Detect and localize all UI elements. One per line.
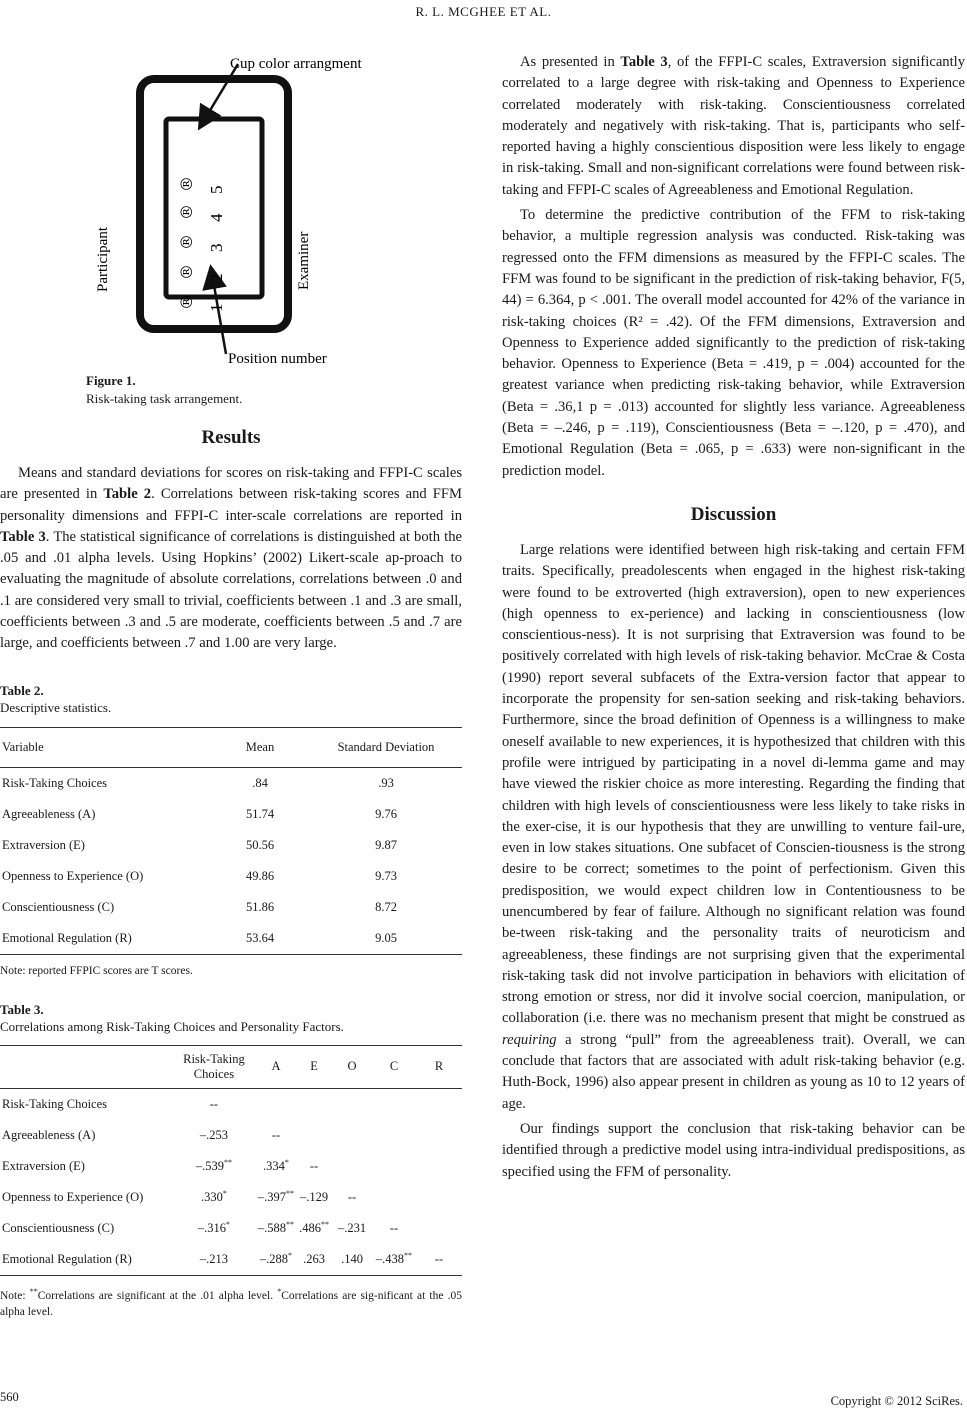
t3-cell — [296, 1120, 332, 1151]
t3-row-label: Emotional Regulation (R) — [0, 1244, 172, 1276]
t2-cell: 53.64 — [210, 923, 310, 955]
participant-label: Participant — [95, 227, 111, 292]
t3-cell: .334* — [263, 1158, 289, 1174]
t2-cell: 51.86 — [245, 899, 275, 914]
t3-cell — [416, 1120, 462, 1151]
cup-arrow — [203, 64, 238, 122]
t3-cell: –.316* — [197, 1220, 230, 1236]
t3-cell: -- — [309, 1159, 319, 1174]
t2-header-sd: Standard Deviation — [310, 727, 462, 767]
t3-cell — [372, 1182, 416, 1213]
t3-header-c: C — [372, 1045, 416, 1088]
t3-cell: –.588** — [257, 1220, 295, 1236]
t2-cell: 9.76 — [375, 806, 397, 821]
t3-cell: –.253 — [199, 1128, 228, 1143]
table-2-body — [0, 767, 462, 954]
t3-row-label: Extraversion (E) — [2, 1158, 85, 1173]
t3-cell — [332, 1088, 372, 1120]
t3-row-label: Risk-Taking Choices — [2, 1096, 108, 1111]
position-number: 4 — [207, 213, 226, 222]
t3-cell — [416, 1182, 462, 1213]
t3-cell — [416, 1088, 462, 1120]
t3-cell: –.288* — [256, 1244, 296, 1276]
cup-symbol: ® — [177, 294, 196, 310]
figure-caption — [86, 372, 462, 408]
table-2-title: Descriptive statistics. — [0, 699, 112, 715]
table-row — [0, 1244, 462, 1276]
t3-cell — [416, 1151, 462, 1182]
t3-cell: –.397** — [257, 1189, 295, 1205]
table-3-body — [0, 1088, 462, 1275]
table-3-label: Table 3. — [0, 1001, 44, 1017]
t3-cell: –.539** — [195, 1158, 232, 1174]
left-column — [0, 52, 462, 1320]
table-3-title: Correlations among Risk-Taking Choices and Personality Factors. — [0, 1018, 344, 1034]
t3-cell: -- — [347, 1190, 357, 1205]
t2-cell: 9.05 — [310, 923, 462, 955]
t2-cell: 8.72 — [375, 899, 397, 914]
t3-cell: -- — [416, 1244, 462, 1276]
t2-cell: Emotional Regulation (R) — [0, 923, 210, 955]
results-paragraph: Means and standard deviations for scores on risk-taking and FFPI-C scales are presented in Table 2. Correlations between risk-taking scores and FFM personality dimensions and FFPI-C inter-scale correlations are reported in Table 3. The statistical significance of correlations is distinguished at both the .05 and .01 alpha levels. Using Hopkins’ (2002) Likert-scale ap-proach to evaluating the magnitude of absolute correlations, correlations between .0 and .1 are considered very small to trivial, coefficients between .1 and .3 are small, coefficients between .3 and .5 are moderate, coefficients between .5 and .7 are large, and coefficients between .7 and 1.00 are very large. — [0, 465, 463, 652]
t3-cell — [372, 1151, 416, 1182]
page-number: 560 — [0, 1390, 19, 1404]
table-row — [0, 1088, 462, 1120]
figure-1 — [0, 52, 462, 372]
t3-cell: –.438** — [372, 1244, 416, 1276]
figure-caption-text: Risk-taking task arrangement. — [86, 391, 243, 406]
t2-cell: .84 — [252, 775, 268, 790]
running-header: R. L. MCGHEE ET AL. — [415, 4, 552, 19]
t3-cell: -- — [271, 1128, 281, 1143]
right-paragraph-1: As presented in Table 3, of the FFPI-C scales, Extraversion significantly correlated to a large degree with risk-taking and Openness to Experience correlated moderately with risk-taking. Conscientiousness correlated moderately and negatively with risk-taking. That is, participants who self-reported having a highly conscientious disposition were less likely to engage in risk-taking. Small and non-significant correlations were found between risk-taking and FFPI-C scales of Agreeableness and Emotional Regulation. — [502, 54, 965, 198]
cup-symbol: ® — [177, 176, 196, 192]
t3-header-o: O — [332, 1045, 372, 1088]
t3-cell: .330* — [200, 1189, 227, 1205]
t2-header-mean: Mean — [210, 727, 310, 767]
t2-cell: 50.56 — [245, 837, 275, 852]
table-2-caption — [0, 682, 462, 716]
right-column — [502, 52, 965, 1183]
t3-cell: .140 — [332, 1244, 372, 1276]
cup-symbol: ® — [177, 204, 196, 220]
table-row — [0, 799, 462, 830]
t2-cell: Openness to Experience (O) — [2, 868, 144, 883]
table-row — [0, 861, 462, 892]
table-row — [0, 923, 462, 955]
t3-header-a: A — [256, 1045, 296, 1088]
t2-cell: Conscientiousness (C) — [2, 899, 115, 914]
t3-cell — [296, 1088, 332, 1120]
t2-cell: Risk-Taking Choices — [2, 775, 108, 790]
cup-symbol: ® — [177, 264, 196, 280]
t3-row-label: Conscientiousness (C) — [2, 1220, 115, 1235]
table-row — [0, 892, 462, 923]
t2-cell: 51.74 — [245, 806, 275, 821]
t3-header-r: R — [416, 1045, 462, 1088]
position-arrow — [212, 274, 226, 354]
position-number: 1 — [207, 303, 226, 312]
table-2 — [0, 727, 462, 955]
discussion-heading: Discussion — [690, 503, 777, 525]
table-row — [0, 1151, 462, 1182]
position-number: 3 — [207, 243, 226, 252]
t2-cell: 49.86 — [245, 868, 275, 883]
t3-row-label: Agreeableness (A) — [2, 1127, 96, 1142]
t3-cell: –.231 — [337, 1221, 367, 1236]
table-2-note: Note: reported FFPIC scores are T scores. — [0, 964, 193, 977]
t3-cell — [372, 1088, 416, 1120]
t3-cell: .263 — [296, 1244, 332, 1276]
table-3-caption — [0, 1001, 462, 1035]
t3-cell: -- — [389, 1221, 399, 1236]
t3-cell: –.213 — [172, 1244, 256, 1276]
position-number: 5 — [207, 185, 226, 194]
table-row — [0, 1182, 462, 1213]
table-3 — [0, 1045, 462, 1276]
t3-cell: .486** — [299, 1220, 329, 1236]
t3-row-label: Openness to Experience (O) — [2, 1189, 144, 1204]
figure-diagram — [0, 52, 462, 372]
t3-cell — [416, 1213, 462, 1244]
t2-cell: Extraversion (E) — [2, 837, 85, 852]
t2-cell: Agreeableness (A) — [2, 806, 96, 821]
cup-symbols — [177, 176, 196, 310]
cup-symbol: ® — [177, 234, 196, 250]
t2-header-variable: Variable — [0, 727, 210, 767]
t2-cell: 9.87 — [375, 837, 397, 852]
discussion-paragraph: Large relations were identified between high risk-taking and certain FFM traits. Specifically, preadolescents when engaged in the highest risk-taking were found to be extroverted (high extraversion), open to new experiences (high openness to ex-perience) and lacking in conscientiousness (low conscientious-ness). It is not surprising that Extraversion was found to be positively correlated with high levels of risk-taking behavior. McCrae & Costa (1990) report several subfacets of the Extra-version factor that appear to incorporate the propensity for sen-sation seeking and risk-taking behaviors. Furthermore, since the broad definition of Openness is a willingness to make oneself available to new experiences, it is hypothesized that children with this profile were intrigued by participating in a novel di-lemma game and may have viewed the riskier choice as more interesting. Regarding the finding that children with high levels of conscientiousness were less likely to take risks in the exer-cise, it is our hypothesis that they are unwilling to venture fail-ure, even in low stakes situations. One subfacet of Conscien-tiousness is the strong desire to be correct; sometimes to the point of perfectionism. Given this predisposition, we would expect children low in Contentiousness to be unencumbered by fear of failure. Although no significant relation was found be-tween risk-taking and the personality traits of neuroticism and agreeableness, these findings are not surprising given that the experimental risk-taking task did not involve participation in behaviors with elicitation of strong emotion or stress, nor did it involve social coercion, manipulation, or collaboration (i.e. there was no mechanism present that might be construed as requiring a strong “pull” from the agreeableness trait). Overall, we can conclude that factors that are associated with adult risk-taking behavior (e.g. Huth-Bock, 1996) also appear present in children as young as 10 to 12 years of age. — [502, 541, 965, 1112]
t3-cell — [332, 1151, 372, 1182]
t3-header-e: E — [296, 1045, 332, 1088]
results-heading: Results — [201, 427, 261, 448]
t3-cell — [372, 1120, 416, 1151]
t3-header-blank — [0, 1045, 172, 1088]
t2-cell: .93 — [378, 775, 394, 790]
table-2-label: Table 2. — [0, 682, 44, 698]
cup-color-label: Cup color arrangment — [230, 56, 362, 72]
figure-caption-label: Figure 1. — [86, 373, 136, 388]
table-row — [0, 1120, 462, 1151]
position-number-label: Position number — [228, 351, 327, 367]
t3-cell — [332, 1120, 372, 1151]
table-row — [0, 830, 462, 861]
table-row — [0, 767, 462, 799]
examiner-label: Examiner — [296, 231, 312, 290]
conclusion-paragraph: Our findings support the conclusion that risk-taking behavior can be identified through a predictive model using intra-individual predispositions, as specified using the FFM of personality. — [502, 1120, 965, 1180]
copyright: Copyright © 2012 SciRes. — [830, 1394, 963, 1408]
table-row — [0, 1213, 462, 1244]
t3-header-risk: Risk-Taking Choices — [172, 1045, 256, 1088]
regression-paragraph: To determine the predictive contribution of the FFM to risk-taking behavior, a multiple regression analysis was conducted. Risk-taking was regressed onto the FFM dimensions as measured by the FFPI-C scales. The FFM was found to be significant in the prediction of risk-taking behavior, F(5, 44) = 6.364, p < .001. The overall model accounted for 42% of the variance in risk-taking choices (R² = .42). Of the FFM dimensions, Extraversion and Openness to Experience added significantly to the prediction of risk-taking behavior. Openness to Experience (Beta = .419, p = .004) accounted for the greatest variance when predicting risk-taking behavior, while Extraversion (Beta = .36,1 p = .013) accounted for slightly less variance. Agreeableness (Beta = –.246, p = .119), Conscientiousness (Beta = –.120, p = .470), and Emotional Regulation (Beta = .065, p = .633) were non-significant in the prediction model. — [502, 207, 965, 479]
t3-cell — [256, 1088, 296, 1120]
t3-cell: –.129 — [299, 1190, 329, 1205]
position-number: 2 — [207, 273, 226, 282]
table-3-note: Note: **Correlations are significant at the .01 alpha level. *Correlations are sig-nificant at the .05 alpha level. — [0, 1286, 463, 1318]
t2-cell: 9.73 — [375, 868, 397, 883]
t3-cell: -- — [209, 1097, 219, 1112]
